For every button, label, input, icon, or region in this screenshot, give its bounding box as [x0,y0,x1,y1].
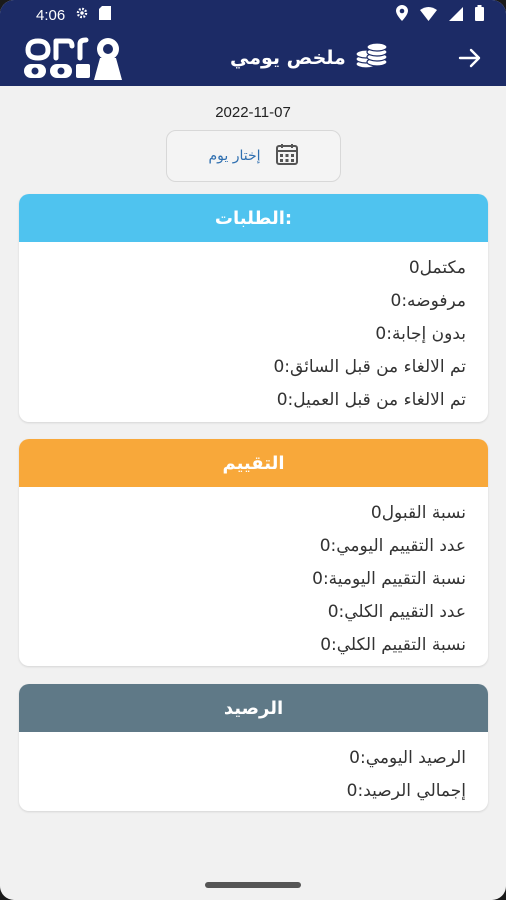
rating-daily-rate: نسبة التقييم اليومية:0 [312,569,466,589]
pick-day-button[interactable] [166,130,341,182]
signal-icon [449,6,463,25]
settings-gear-icon [75,6,89,24]
status-time: 4:06 [36,6,66,24]
orders-no-answer: بدون إجابة:0 [375,324,466,344]
page-title: ملخص يومي [230,47,346,69]
arrow-right-icon [456,44,484,72]
rating-acceptance-rate: نسبة القبول0 [370,503,466,523]
balance-card [19,684,488,811]
orders-cancelled-by-customer: تم الالغاء من قبل العميل:0 [276,390,466,410]
back-arrow-button[interactable] [456,44,484,72]
battery-icon [475,5,484,25]
wifi-icon [420,6,437,25]
location-icon [396,5,408,25]
pick-day-label: إختار يوم [208,148,261,164]
status-right [396,5,484,25]
orders-card [19,194,488,422]
rating-card-body [19,487,488,662]
sim-card-icon [99,6,111,24]
balance-daily: الرصيد اليومي:0 [349,748,466,768]
rating-total-count: عدد التقييم الكلي:0 [327,602,466,622]
rating-daily-count: عدد التقييم اليومي:0 [319,536,466,556]
app-bar-title-group [230,40,388,76]
app-bar [0,30,506,86]
balance-total: إجمالي الرصيد:0 [346,781,466,801]
selected-date: 2022-11-07 [215,104,291,121]
coins-icon [354,41,388,75]
orders-card-header: الطلبات: [19,194,488,242]
orders-rejected: مرفوضه:0 [390,291,466,311]
calendar-icon [275,142,299,170]
orders-card-body [19,242,488,417]
orders-cancelled-by-driver: تم الالغاء من قبل السائق:0 [273,357,466,377]
orders-completed: مكتمل0 [408,258,466,278]
rating-card [19,439,488,666]
gesture-navigation-bar[interactable] [205,882,301,888]
rating-total-rate: نسبة التقييم الكلي:0 [320,635,466,655]
status-left [36,6,111,24]
qaf-logo [20,36,126,82]
status-bar [0,0,506,30]
rating-card-header: التقييم [19,439,488,487]
balance-card-header: الرصيد [19,684,488,732]
balance-card-body [19,732,488,808]
